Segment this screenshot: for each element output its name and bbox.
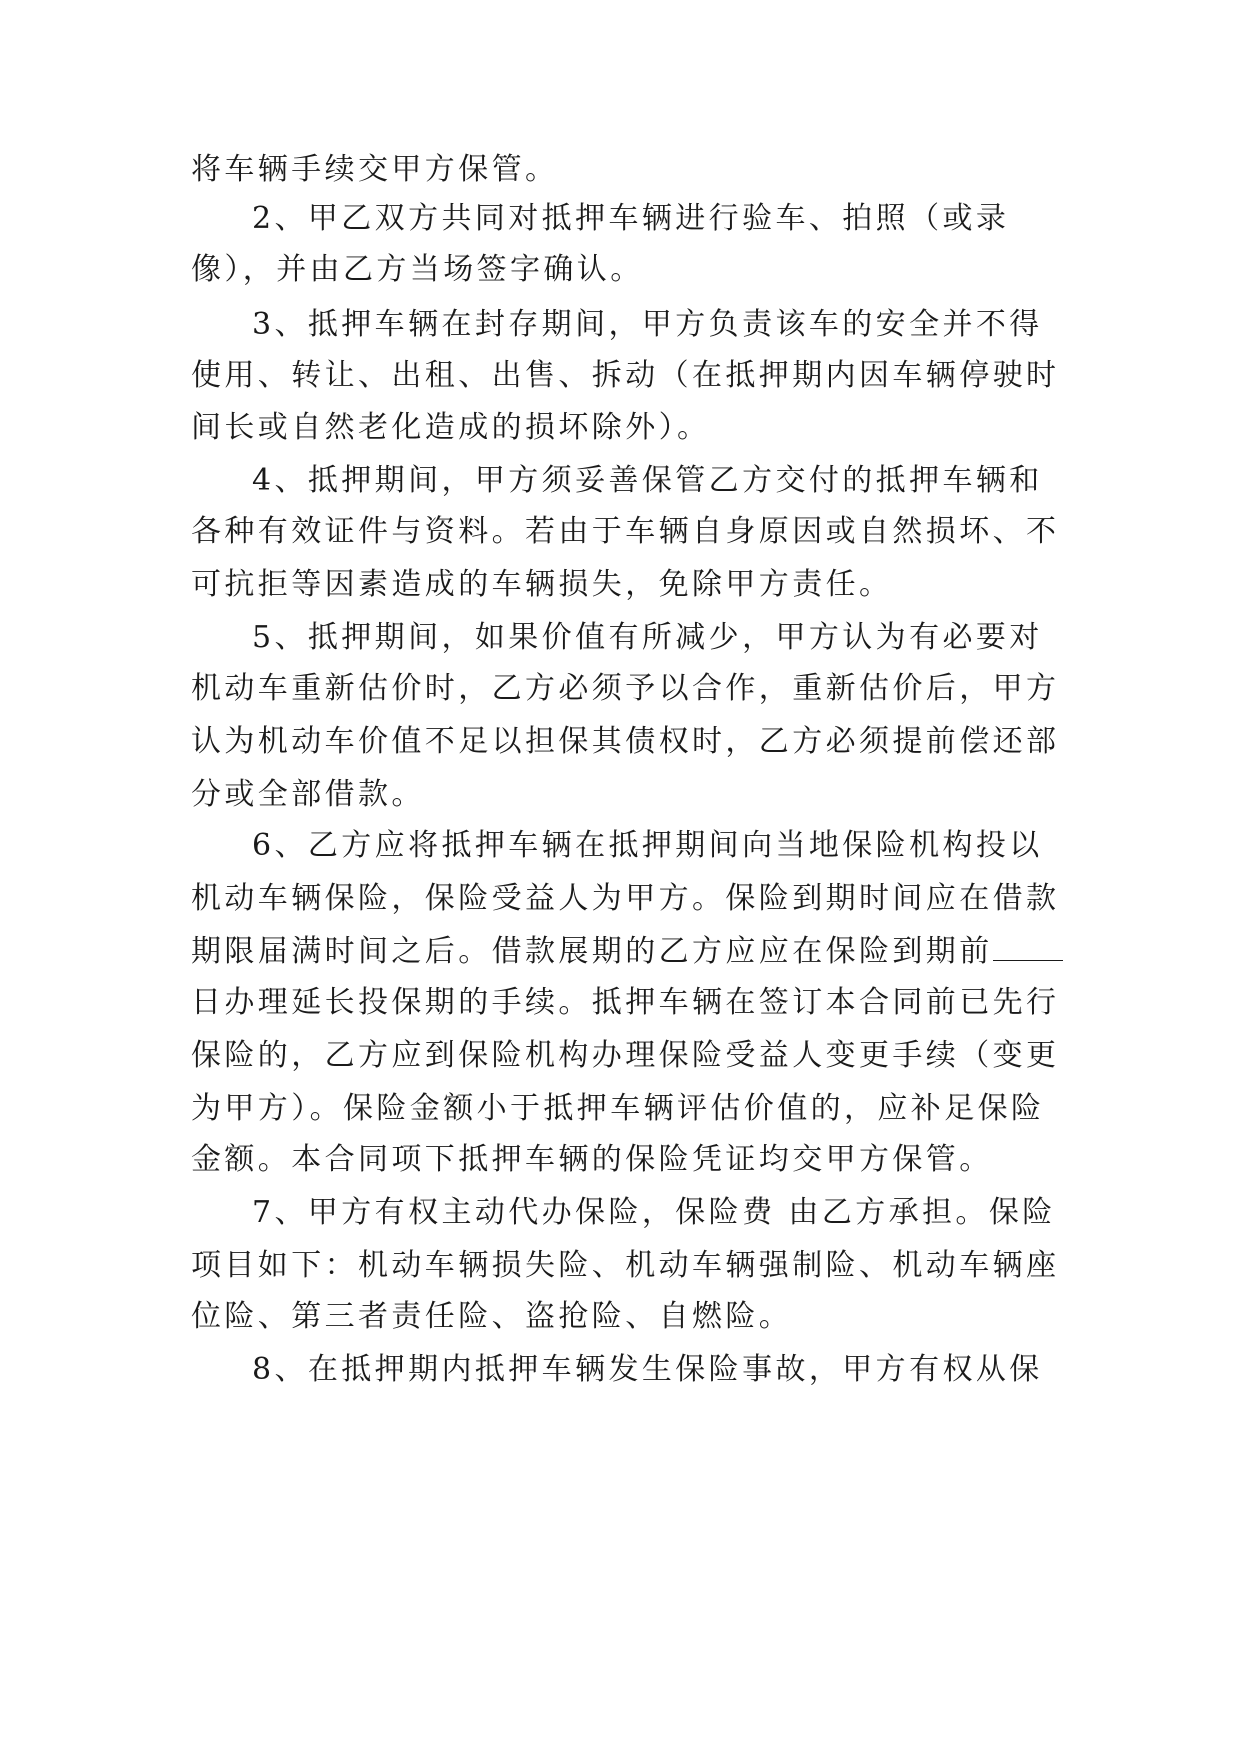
- text-line: 4、抵押期间，甲方须妥善保管乙方交付的抵押车辆和: [252, 463, 1043, 498]
- text-line: 可抗拒等因素造成的车辆损失，免除甲方责任。: [191, 567, 893, 602]
- text-line: 机动车辆保险，保险受益人为甲方。保险到期时间应在借款: [191, 881, 1060, 916]
- text-line: 认为机动车价值不足以担保其债权时，乙方必须提前偿还部: [191, 724, 1060, 759]
- text-line: 保险的，乙方应到保险机构办理保险受益人变更手续（变更: [191, 1038, 1060, 1073]
- text-line: 为甲方）。保险金额小于抵押车辆评估价值的，应补足保险: [191, 1091, 1045, 1126]
- text-line: 7、甲方有权主动代办保险，保险费 由乙方承担。保险: [252, 1195, 1056, 1230]
- text-line: 机动车重新估价时，乙方必须予以合作，重新估价后，甲方: [191, 671, 1060, 706]
- text-line: 间长或自然老化造成的损坏除外）。: [191, 410, 711, 445]
- text-line: 各种有效证件与资料。若由于车辆自身原因或自然损坏、不: [191, 514, 1060, 549]
- text-line: 3、抵押车辆在封存期间，甲方负责该车的安全并不得: [252, 307, 1043, 342]
- text-line-segment: 期限届满时间之后。借款展期的乙方应应在保险到期前: [191, 934, 993, 969]
- text-line: 将车辆手续交甲方保管。: [191, 152, 559, 187]
- text-line: 使用、转让、出租、出售、拆动（在抵押期内因车辆停驶时: [191, 358, 1060, 393]
- text-line: 2、甲乙双方共同对抵押车辆进行验车、拍照（或录: [252, 201, 1010, 236]
- text-line: 8、在抵押期内抵押车辆发生保险事故，甲方有权从保: [252, 1352, 1043, 1387]
- text-line: 6、乙方应将抵押车辆在抵押期间向当地保险机构投以: [252, 828, 1043, 863]
- text-line: 位险、第三者责任险、盗抢险、自燃险。: [191, 1299, 793, 1334]
- text-line: 日办理延长投保期的手续。抵押车辆在签订本合同前已先行: [191, 985, 1060, 1020]
- text-line: [191, 932, 1051, 972]
- text-line: 项目如下：机动车辆损失险、机动车辆强制险、机动车辆座: [191, 1248, 1060, 1283]
- text-line: 像），并由乙方当场签字确认。: [191, 252, 644, 287]
- text-line: 5、抵押期间，如果价值有所减少，甲方认为有必要对: [252, 620, 1043, 655]
- text-line: 分或全部借款。: [191, 777, 425, 812]
- text-line: 金额。本合同项下抵押车辆的保险凭证均交甲方保管。: [191, 1142, 993, 1177]
- fill-in-blank: [993, 934, 1063, 961]
